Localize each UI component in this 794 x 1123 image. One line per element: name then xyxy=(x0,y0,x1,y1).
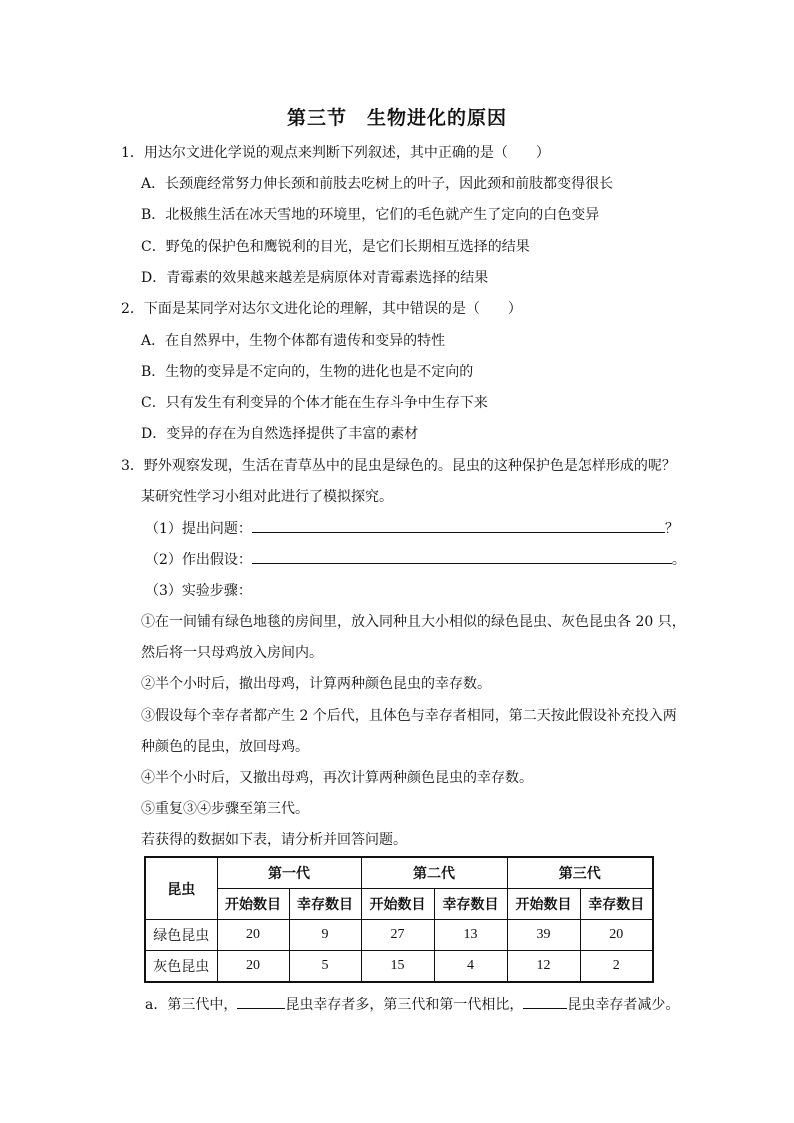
row-label-green-insect: 绿色昆虫 xyxy=(145,920,217,951)
table-cell: 4 xyxy=(434,951,507,983)
table-row xyxy=(145,951,653,983)
header-generation-1: 第一代 xyxy=(217,857,361,889)
question-a-part3: 昆虫幸存者减少。 xyxy=(567,997,680,1013)
table-cell: 39 xyxy=(507,920,580,951)
table-cell: 27 xyxy=(361,920,434,951)
table-cell: 9 xyxy=(289,920,361,951)
question-3-stem-line1: 3．野外观察发现，生活在青草丛中的昆虫是绿色的。昆虫的这种保护色是怎样形成的呢？ xyxy=(121,458,676,474)
question-1-option-c: C．野兔的保护色和鹰锐利的目光，是它们长期相互选择的结果 xyxy=(141,239,530,255)
answer-blank-question[interactable] xyxy=(252,518,665,533)
part-1-row xyxy=(145,518,679,539)
table-row xyxy=(145,920,653,951)
question-2-stem: 2．下面是某同学对达尔文进化论的理解，其中错误的是（ ） xyxy=(121,301,522,317)
question-a-row xyxy=(145,994,679,1015)
table-cell: 15 xyxy=(361,951,434,983)
subheader-survive-count: 幸存数目 xyxy=(580,889,653,920)
table-cell: 2 xyxy=(580,951,653,983)
table-intro: 若获得的数据如下表，请分析并回答问题。 xyxy=(141,832,407,848)
step-3-line2: 种颜色的昆虫，放回母鸡。 xyxy=(141,739,309,755)
table-subheader-row xyxy=(145,889,653,920)
question-2-option-c: C．只有发生有利变异的个体才能在生存斗争中生存下来 xyxy=(141,395,488,411)
table-cell: 20 xyxy=(217,920,289,951)
subheader-start-count: 开始数目 xyxy=(217,889,289,920)
step-4: ④半个小时后，又撤出母鸡，再次计算两种颜色昆虫的幸存数。 xyxy=(141,770,533,786)
header-generation-2: 第二代 xyxy=(361,857,507,889)
step-3-line1: ③假设每个幸存者都产生 2 个后代，且体色与幸存者相同，第二天按此假设补充投入两 xyxy=(141,708,677,724)
question-2-option-a: A．在自然界中，生物个体都有遗传和变异的特性 xyxy=(141,333,446,349)
subheader-start-count: 开始数目 xyxy=(361,889,434,920)
header-generation-3: 第三代 xyxy=(507,857,653,889)
part-1-end-mark: ？ xyxy=(664,521,679,537)
step-2: ②半个小时后，撤出母鸡，计算两种颜色昆虫的幸存数。 xyxy=(141,676,491,692)
question-a-part1: a．第三代中， xyxy=(145,997,238,1013)
step-1-line2: 然后将一只母鸡放入房间内。 xyxy=(141,645,323,661)
table-cell: 13 xyxy=(434,920,507,951)
question-3-stem-line2: 某研究性学习小组对此进行了模拟探究。 xyxy=(141,489,393,505)
question-1-stem: 1．用达尔文进化学说的观点来判断下列叙述，其中正确的是（ ） xyxy=(121,145,550,161)
insect-survival-table xyxy=(144,856,654,983)
step-5: ⑤重复③④步骤至第三代。 xyxy=(141,801,309,817)
answer-blank-fewer-survivors[interactable] xyxy=(523,994,567,1009)
question-2-option-d: D．变异的存在为自然选择提供了丰富的素材 xyxy=(141,426,419,442)
step-1-line1: ①在一间铺有绿色地毯的房间里，放入同种且大小相似的绿色昆虫、灰色昆虫各 20 只， xyxy=(141,614,686,630)
table-corner-header: 昆虫 xyxy=(145,857,217,920)
row-label-gray-insect: 灰色昆虫 xyxy=(145,951,217,983)
question-a-part2: 昆虫幸存者多，第三代和第一代相比， xyxy=(285,997,524,1013)
page-title: 第三节 生物进化的原因 xyxy=(286,107,507,129)
answer-blank-more-survivors[interactable] xyxy=(237,994,285,1009)
question-1-option-b: B．北极熊生活在冰天雪地的环境里，它们的毛色就产生了定向的白色变异 xyxy=(141,207,600,223)
part-2-label: （2）作出假设： xyxy=(145,552,252,568)
subheader-start-count: 开始数目 xyxy=(507,889,580,920)
subheader-survive-count: 幸存数目 xyxy=(434,889,507,920)
part-2-end-mark: 。 xyxy=(671,552,686,568)
part-1-label: （1）提出问题： xyxy=(145,521,252,537)
part-2-row xyxy=(145,549,686,570)
table-cell: 20 xyxy=(217,951,289,983)
table-header-row xyxy=(145,857,653,889)
answer-blank-hypothesis[interactable] xyxy=(252,549,672,564)
table-cell: 12 xyxy=(507,951,580,983)
subheader-survive-count: 幸存数目 xyxy=(289,889,361,920)
question-1-option-d: D．青霉素的效果越来越差是病原体对青霉素选择的结果 xyxy=(141,270,489,286)
part-3-label: （3）实验步骤： xyxy=(145,583,252,599)
table-cell: 5 xyxy=(289,951,361,983)
table-cell: 20 xyxy=(580,920,653,951)
question-1-option-a: A．长颈鹿经常努力伸长颈和前肢去吃树上的叶子，因此颈和前肢都变得很长 xyxy=(141,176,614,192)
question-2-option-b: B．生物的变异是不定向的，生物的进化也是不定向的 xyxy=(141,364,474,380)
